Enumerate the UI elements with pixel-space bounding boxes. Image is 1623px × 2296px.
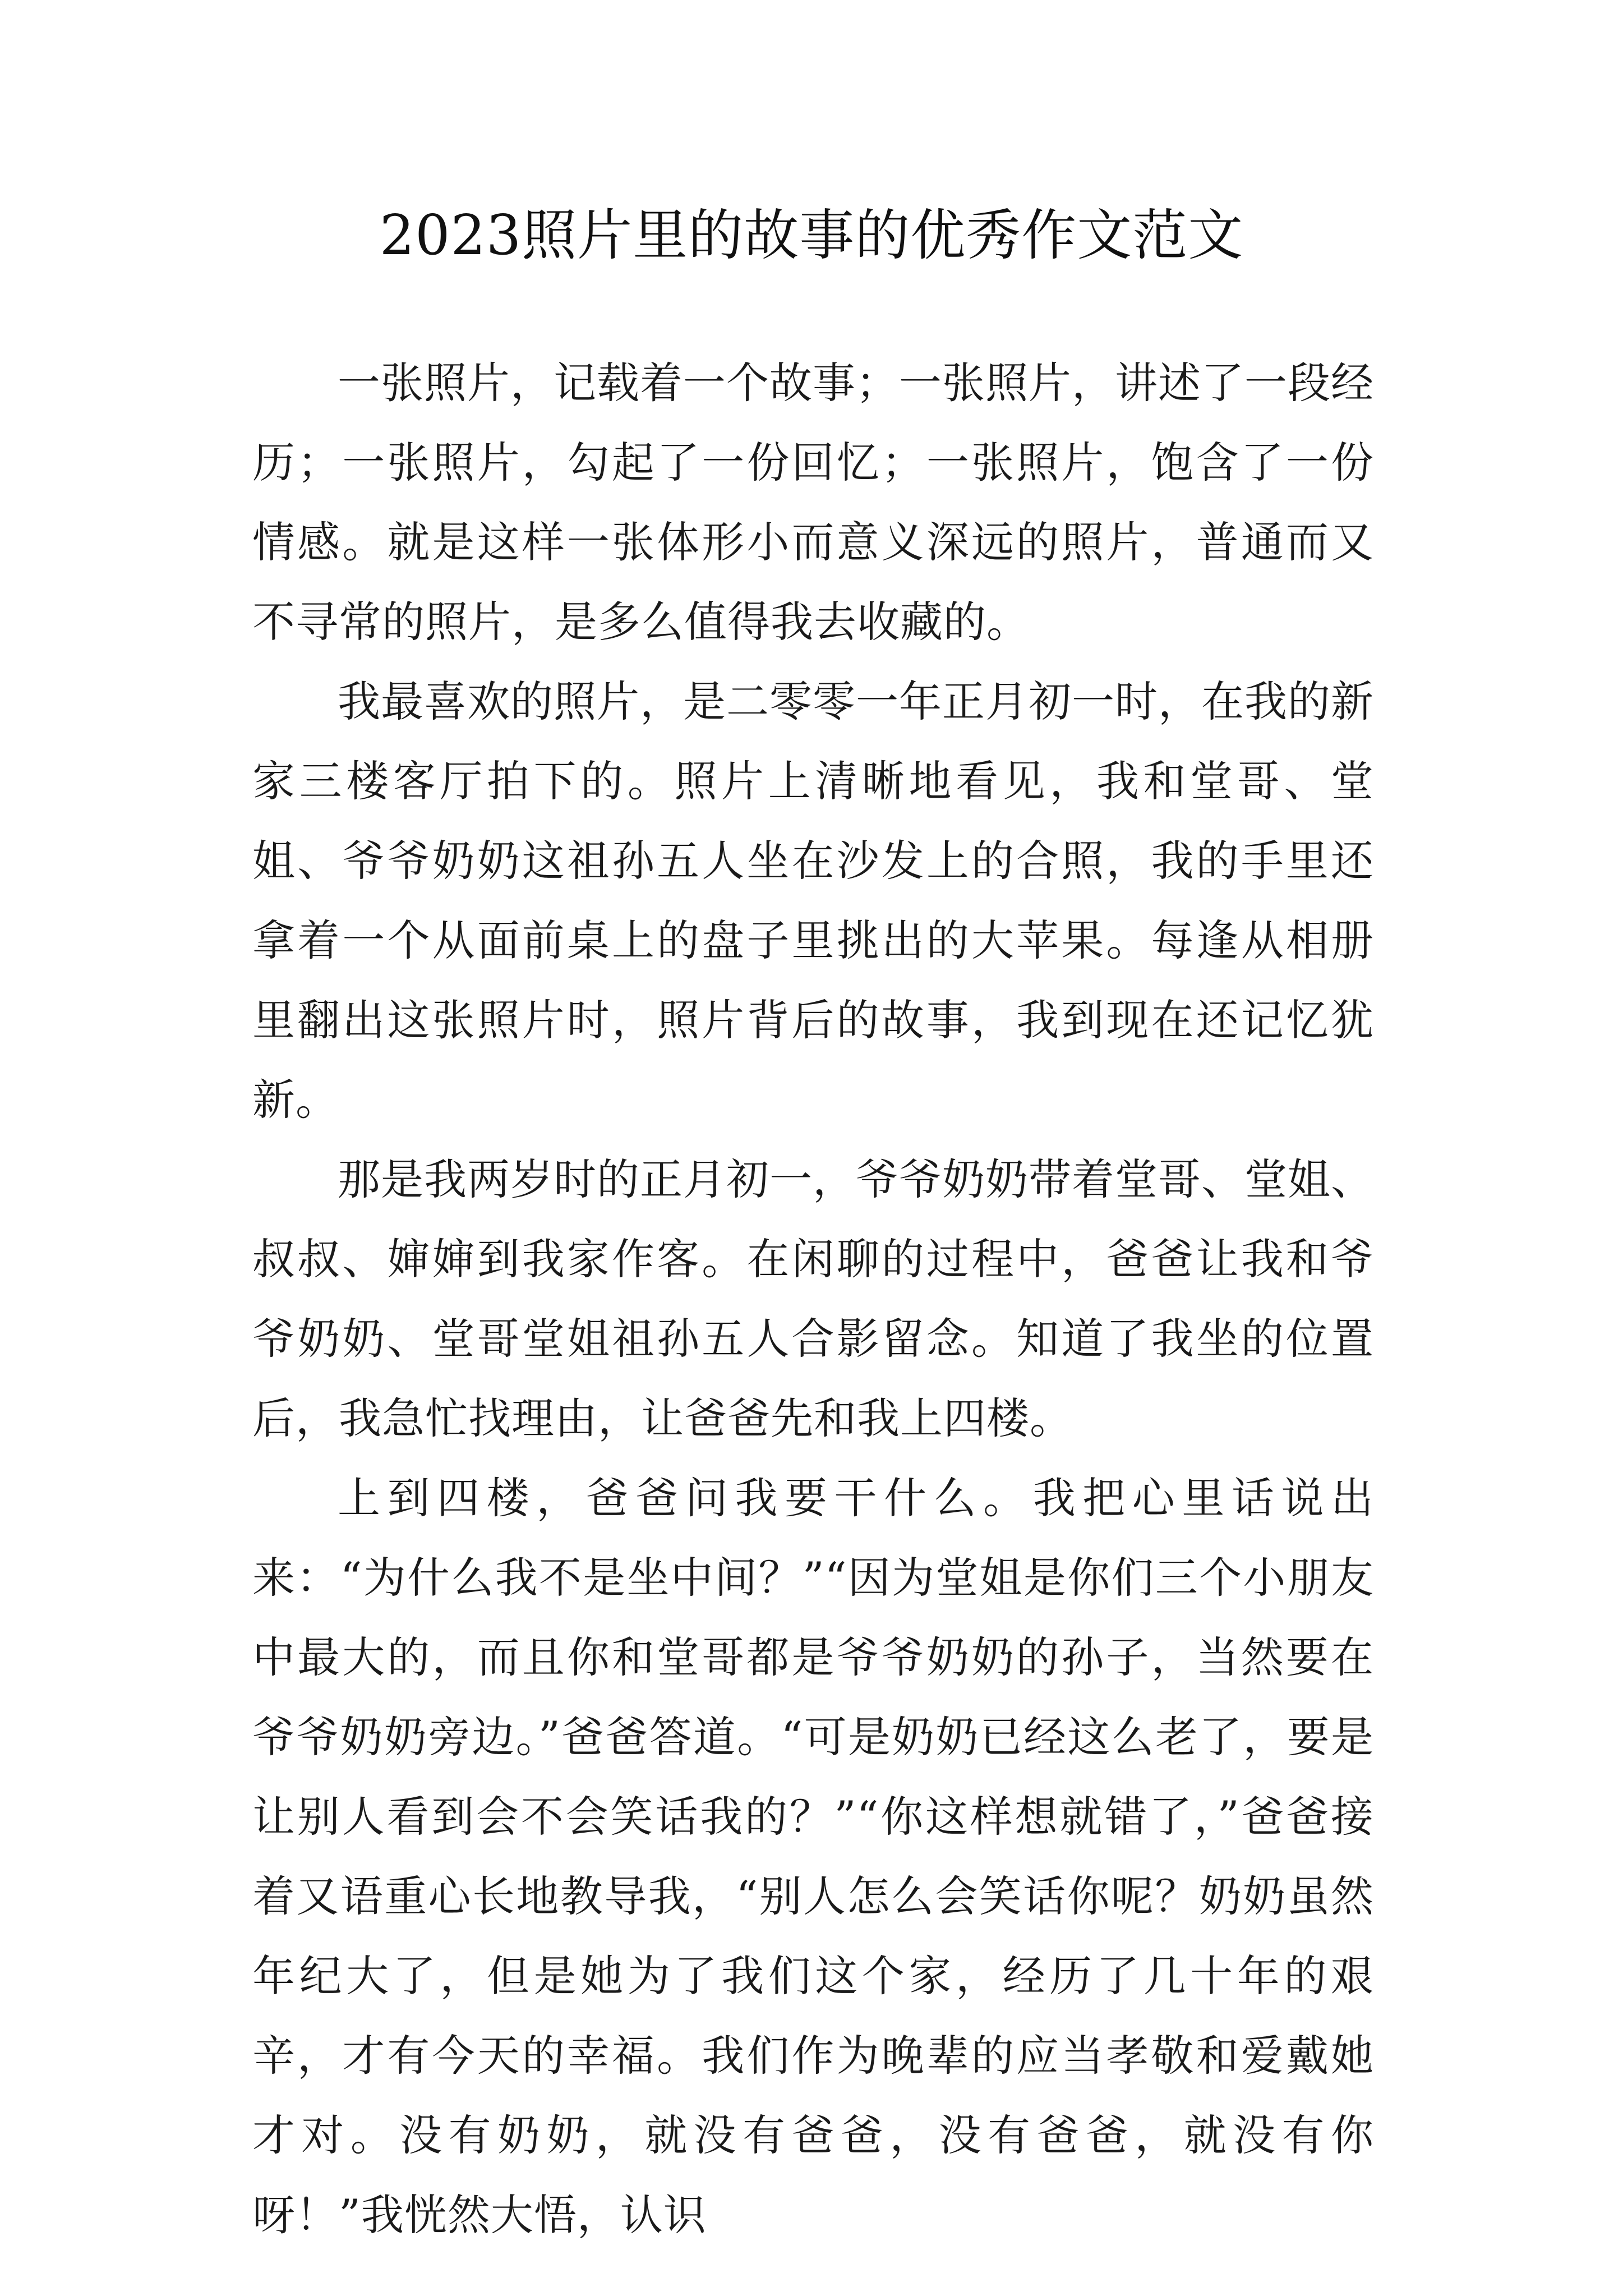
paragraph: 我最喜欢的照片，是二零零一年正月初一时，在我的新家三楼客厅拍下的。照片上清晰地看见，我和堂哥、堂姐、爷爷奶奶这祖孙五人坐在沙发上的合照，我的手里还拿着一个从面前桌上的盘子里挑出的大苹果。每逢从相册里翻出这张照片时，照片背后的故事，我到现在还记忆犹新。	[252, 677, 1374, 1125]
document-title: 2023照片里的故事的优秀作文范文	[379, 204, 1244, 268]
paragraph: 一张照片，记载着一个故事；一张照片，讲述了一段经历；一张照片，勾起了一份回忆；一张照片，饱含了一份情感。就是这样一张体形小而意义深远的照片，普通而又不寻常的照片，是多么值得我去收藏的。	[252, 358, 1374, 647]
document-body	[252, 343, 1374, 2255]
paragraph: 那是我两岁时的正月初一，爷爷奶奶带着堂哥、堂姐、叔叔、婶婶到我家作客。在闲聊的过程中，爸爸让我和爷爷奶奶、堂哥堂姐祖孙五人合影留念。知道了我坐的位置后，我急忙找理由，让爸爸先和我上四楼。	[252, 1154, 1374, 1443]
paragraph: 上到四楼，爸爸问我要干什么。我把心里话说出来：“为什么我不是坐中间？”“因为堂姐是你们三个小朋友中最大的，而且你和堂哥都是爷爷奶奶的孙子，当然要在爷爷奶奶旁边。”爸爸答道。“可是奶奶已经这么老了，要是让别人看到会不会笑话我的？”“你这样想就错了，”爸爸接着又语重心长地教导我，“别人怎么会笑话你呢？奶奶虽然年纪大了，但是她为了我们这个家，经历了几十年的艰辛，才有今天的幸福。我们作为晚辈的应当孝敬和爱戴她才对。没有奶奶，就没有爸爸，没有爸爸，就没有你呀！”我恍然大悟，认识	[252, 1473, 1374, 2240]
